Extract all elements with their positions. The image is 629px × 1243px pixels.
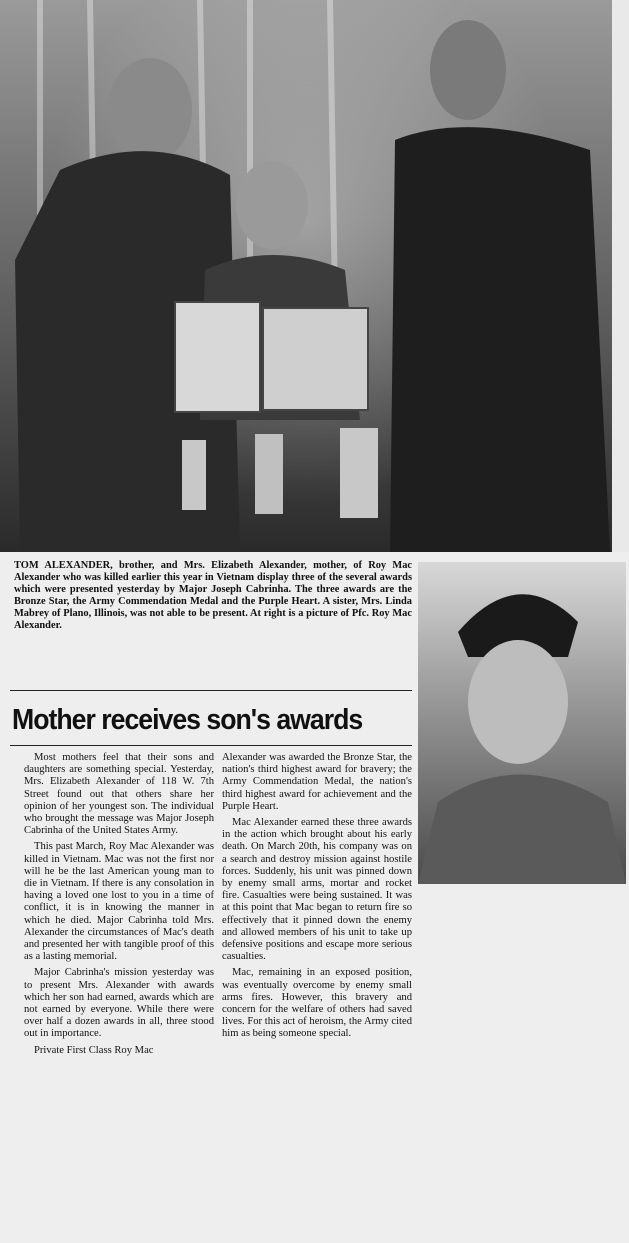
photo-caption <box>14 560 412 680</box>
divider-rule <box>10 690 412 691</box>
article-paragraph: Alexander was awarded the Bronze Star, the nation's third highest award for bravery; the Army Commendation Medal, the nation's third highest award for achievement and the Purple Heart. <box>222 752 412 812</box>
caption-text: brother, and Mrs. Elizabeth Alexander, mother, of Roy Mac Alexander who was killed earlier this year in Vietnam display three of the several awards which were presented yesterday by Major Joseph Cabrinha. The three awards are the Bronze Star, the Army Commendation Medal and the Purple Heart. A sister, Mrs. Linda Mabrey of Plano, Illinois, was not able to be present. At right is a picture of Pfc. Roy Mac Alexander. <box>14 560 412 631</box>
awards-photo-illustration <box>0 0 612 552</box>
awards-photo <box>0 0 612 552</box>
headline: Mother receives son's awards <box>12 704 363 736</box>
caption-lead: TOM ALEXANDER, <box>14 560 113 571</box>
article-paragraph: Mac Alexander earned these three awards in the action which brought about his early death. On March 20th, his company was on a search and destroy mission against hostile forces. Suddenly, his unit was pinned down by enemy small arms, mortar and rocket fire. Casualties were being sustained. It was at this point that Mac began to return fire so effectively that it pinned down the enemy and allowed members of his unit to take up defensive positions and escape more serious casualties. <box>222 817 412 963</box>
article-paragraph: Private First Class Roy Mac <box>34 1044 154 1056</box>
portrait-photo <box>418 562 626 884</box>
article-paragraph: Mac, remaining in an exposed position, was eventually overcome by enemy small arms fires. However, this bravery and concern for the welfare of others had saved lives. For this act of heroism, the Army cited him as being someone special. <box>222 967 412 1040</box>
page-edge <box>612 0 629 552</box>
portrait-illustration <box>418 562 626 884</box>
article-column-left <box>24 752 214 1061</box>
article-column-right <box>222 752 412 1045</box>
article-paragraph: Most mothers feel that their sons and daughters are something special. Yesterday, Mrs. Elizabeth Alexander of 118 W. 7th Street found out that others share her opinion of her youngest son. The individual who brought the message was Major Joseph Cabrinha of the United States Army. <box>24 752 214 837</box>
article-paragraph: This past March, Roy Mac Alexander was killed in Vietnam. Mac was not the first nor will he be the last American young man to die in Vietnam. If there is any consolation in having a loved one lost to you in a time of conflict, it is in knowing the manner in which he died. Major Cabrinha told Mrs. Alexander the circumstances of Mac's death and presented her with tangible proof of this as a lasting memorial. <box>24 841 214 963</box>
article-paragraph: Major Cabrinha's mission yesterday was to present Mrs. Alexander with awards which her son had earned, awards which are not earned by everyone. While there were over half a dozen awards in all, three stood out in importance. <box>24 967 214 1040</box>
divider-rule <box>10 745 412 746</box>
